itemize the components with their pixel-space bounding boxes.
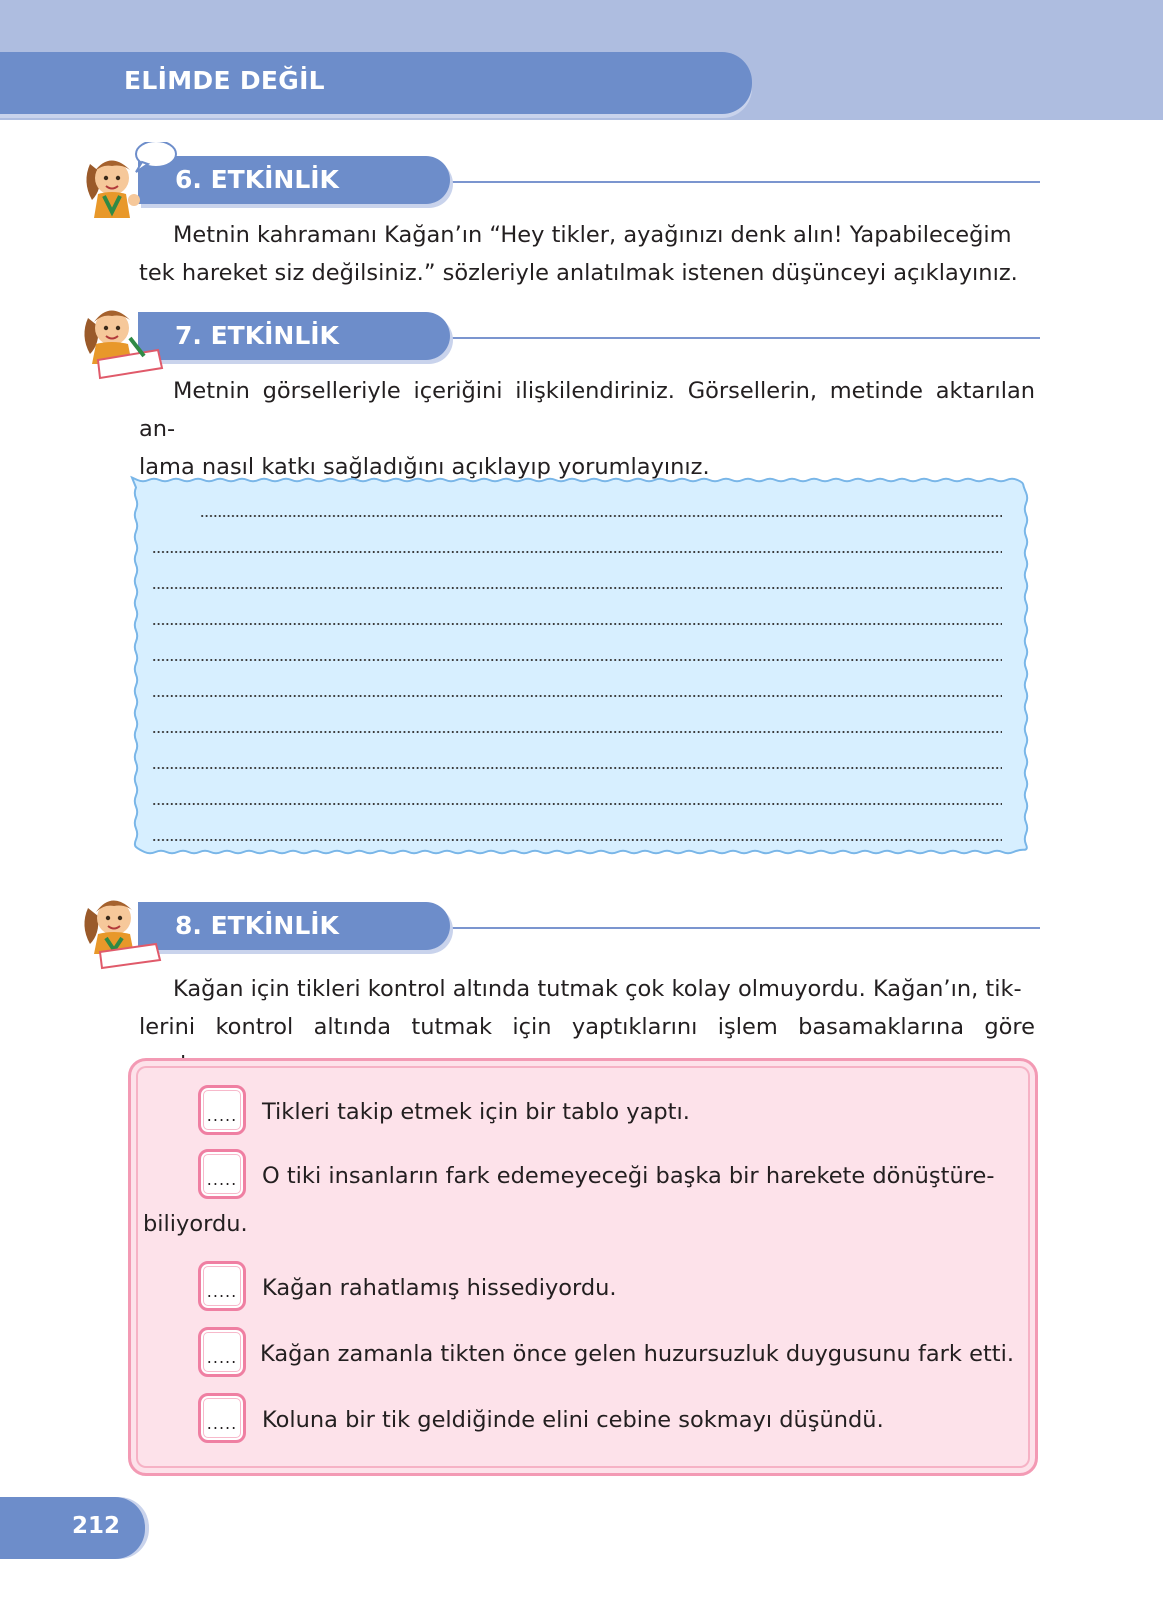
paragraph-line: lerini kontrol altında tutmak için yaptıklarını işlem basamaklarına göre (139, 1014, 1035, 1040)
activity-6-paragraph (139, 216, 1035, 292)
paragraph-line: tek hareket siz değilsiniz.” sözleriyle anlatılmak istenen düşünceyi açıklayınız. (139, 260, 1018, 286)
order-blank-2[interactable]: ..... (198, 1149, 246, 1199)
activity-8-header (70, 896, 1040, 966)
answer-line[interactable] (152, 695, 1002, 697)
order-item-4: Kağan zamanla tikten önce gelen huzursuzluk duygusunu fark etti. (260, 1341, 1015, 1367)
answer-line[interactable] (152, 551, 1002, 553)
header-rule (370, 181, 1040, 183)
order-item-5: Koluna bir tik geldiğinde elini cebine sokmayı düşündü. (262, 1407, 884, 1433)
answer-line[interactable] (152, 767, 1002, 769)
activity-7-title: 7. ETKİNLİK (175, 321, 339, 350)
activity-6-header (70, 150, 1040, 220)
order-blank-5[interactable]: ..... (198, 1393, 246, 1443)
activity-8-title: 8. ETKİNLİK (175, 911, 339, 940)
paragraph-line: lama nasıl katkı sağladığını açıklayıp yorumlayınız. (139, 454, 710, 480)
order-item-1: Tikleri takip etmek için bir tablo yaptı. (262, 1099, 690, 1125)
answer-line[interactable] (200, 515, 1002, 517)
answer-line[interactable] (152, 659, 1002, 661)
header-rule (370, 927, 1040, 929)
answer-line[interactable] (152, 623, 1002, 625)
order-blank-3[interactable]: ..... (198, 1261, 246, 1311)
paragraph-line: Metnin kahramanı Kağan’ın “Hey tikler, ayağınızı denk alın! Yapabileceğim (173, 222, 1012, 248)
answer-line[interactable] (152, 803, 1002, 805)
answer-line[interactable] (152, 839, 1002, 841)
girl-mascot-reading-icon (70, 888, 180, 970)
page-number: 212 (72, 1513, 121, 1539)
girl-mascot-speech-icon (70, 142, 180, 224)
activity-7-paragraph (139, 372, 1035, 486)
order-item-2-cont: biliyordu. (143, 1211, 248, 1237)
answer-line[interactable] (152, 587, 1002, 589)
activity-7-header (70, 306, 1040, 376)
answer-line[interactable] (152, 731, 1002, 733)
chapter-tab (0, 52, 752, 114)
girl-mascot-writing-icon (70, 298, 180, 380)
paragraph-line: Kağan için tikleri kontrol altında tutmak çok kolay olmuyordu. Kağan’ın, tik- (173, 976, 1022, 1002)
paragraph-line: Metnin görselleriyle içeriğini ilişkilendiriniz. Görsellerin, metinde aktarılan an- (139, 378, 1035, 442)
activity-6-title: 6. ETKİNLİK (175, 165, 339, 194)
header-rule (370, 337, 1040, 339)
order-blank-1[interactable]: ..... (198, 1085, 246, 1135)
order-blank-4[interactable]: ..... (198, 1327, 246, 1377)
chapter-title: ELİMDE DEĞİL (124, 66, 325, 95)
order-item-3: Kağan rahatlamış hissediyordu. (262, 1275, 617, 1301)
order-item-2: O tiki insanların fark edemeyeceği başka bir harekete dönüştüre- (262, 1163, 995, 1189)
